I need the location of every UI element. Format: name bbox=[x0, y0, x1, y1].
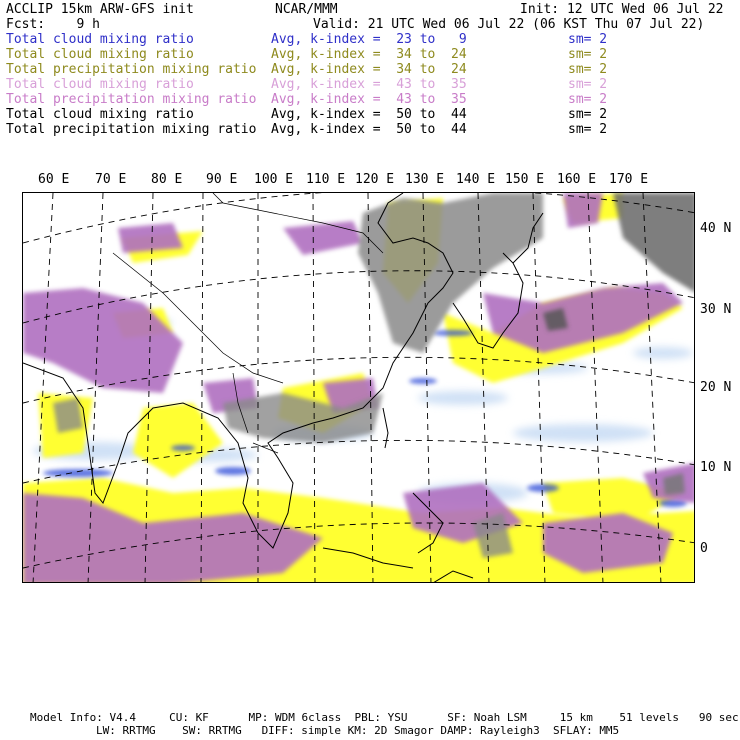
field-name: Total precipitation mixing ratio bbox=[6, 92, 257, 107]
field-k-index: Avg, k-index = 50 to 44 bbox=[271, 107, 467, 122]
latitude-label: 30 N bbox=[700, 302, 732, 317]
latitude-label: 0 bbox=[700, 541, 708, 556]
field-row bbox=[6, 122, 736, 137]
field-k-index: Avg, k-index = 23 to 9 bbox=[271, 32, 467, 47]
longitude-label: 60 E bbox=[38, 172, 70, 187]
init-time: Init: 12 UTC Wed 06 Jul 22 bbox=[520, 2, 724, 17]
field-row bbox=[6, 107, 736, 122]
field-smoothing: sm= 2 bbox=[568, 107, 608, 122]
field-k-index: Avg, k-index = 34 to 24 bbox=[271, 62, 467, 77]
longitude-label: 130 E bbox=[405, 172, 445, 187]
field-smoothing: sm= 2 bbox=[568, 92, 608, 107]
longitude-label: 170 E bbox=[609, 172, 649, 187]
field-k-index: Avg, k-index = 43 to 35 bbox=[271, 92, 467, 107]
latitude-label: 20 N bbox=[700, 380, 732, 395]
field-k-index: Avg, k-index = 43 to 35 bbox=[271, 77, 467, 92]
organization-label: NCAR/MMM bbox=[275, 2, 338, 17]
longitude-label: 140 E bbox=[456, 172, 496, 187]
model-info-line-2: LW: RRTMG SW: RRTMG DIFF: simple KM: 2D Smagor DAMP: Rayleigh3 SFLAY: MM5 bbox=[96, 724, 620, 737]
field-row bbox=[6, 32, 736, 47]
field-smoothing: sm= 2 bbox=[568, 122, 608, 137]
longitude-label: 80 E bbox=[151, 172, 183, 187]
field-smoothing: sm= 2 bbox=[568, 32, 608, 47]
field-smoothing: sm= 2 bbox=[568, 47, 608, 62]
latitude-label: 10 N bbox=[700, 460, 732, 475]
field-name: Total precipitation mixing ratio bbox=[6, 122, 257, 137]
field-name: Total cloud mixing ratio bbox=[6, 32, 194, 47]
longitude-label: 160 E bbox=[557, 172, 597, 187]
field-row bbox=[6, 92, 736, 107]
forecast-map bbox=[22, 192, 695, 583]
field-row bbox=[6, 47, 736, 62]
longitude-label: 150 E bbox=[505, 172, 545, 187]
field-k-index: Avg, k-index = 50 to 44 bbox=[271, 122, 467, 137]
field-k-index: Avg, k-index = 34 to 24 bbox=[271, 47, 467, 62]
field-name: Total precipitation mixing ratio bbox=[6, 62, 257, 77]
forecast-hour: Fcst: 9 h bbox=[6, 17, 100, 32]
longitude-label: 100 E bbox=[254, 172, 294, 187]
longitude-label: 110 E bbox=[306, 172, 346, 187]
field-name: Total cloud mixing ratio bbox=[6, 47, 194, 62]
model-info-line-1: Model Info: V4.4 CU: KF MP: WDM 6class PBL: YSU SF: Noah LSM 15 km 51 levels 90 sec bbox=[30, 711, 739, 724]
longitude-label: 90 E bbox=[206, 172, 238, 187]
latitude-label: 40 N bbox=[700, 221, 732, 236]
field-name: Total cloud mixing ratio bbox=[6, 77, 194, 92]
field-smoothing: sm= 2 bbox=[568, 62, 608, 77]
longitude-label: 70 E bbox=[95, 172, 127, 187]
field-row bbox=[6, 77, 736, 92]
model-title: ACCLIP 15km ARW-GFS init bbox=[6, 2, 194, 17]
valid-time: Valid: 21 UTC Wed 06 Jul 22 (06 KST Thu 07 Jul 22) bbox=[313, 17, 705, 32]
field-row bbox=[6, 62, 736, 77]
longitude-label: 120 E bbox=[355, 172, 395, 187]
field-name: Total cloud mixing ratio bbox=[6, 107, 194, 122]
field-smoothing: sm= 2 bbox=[568, 77, 608, 92]
